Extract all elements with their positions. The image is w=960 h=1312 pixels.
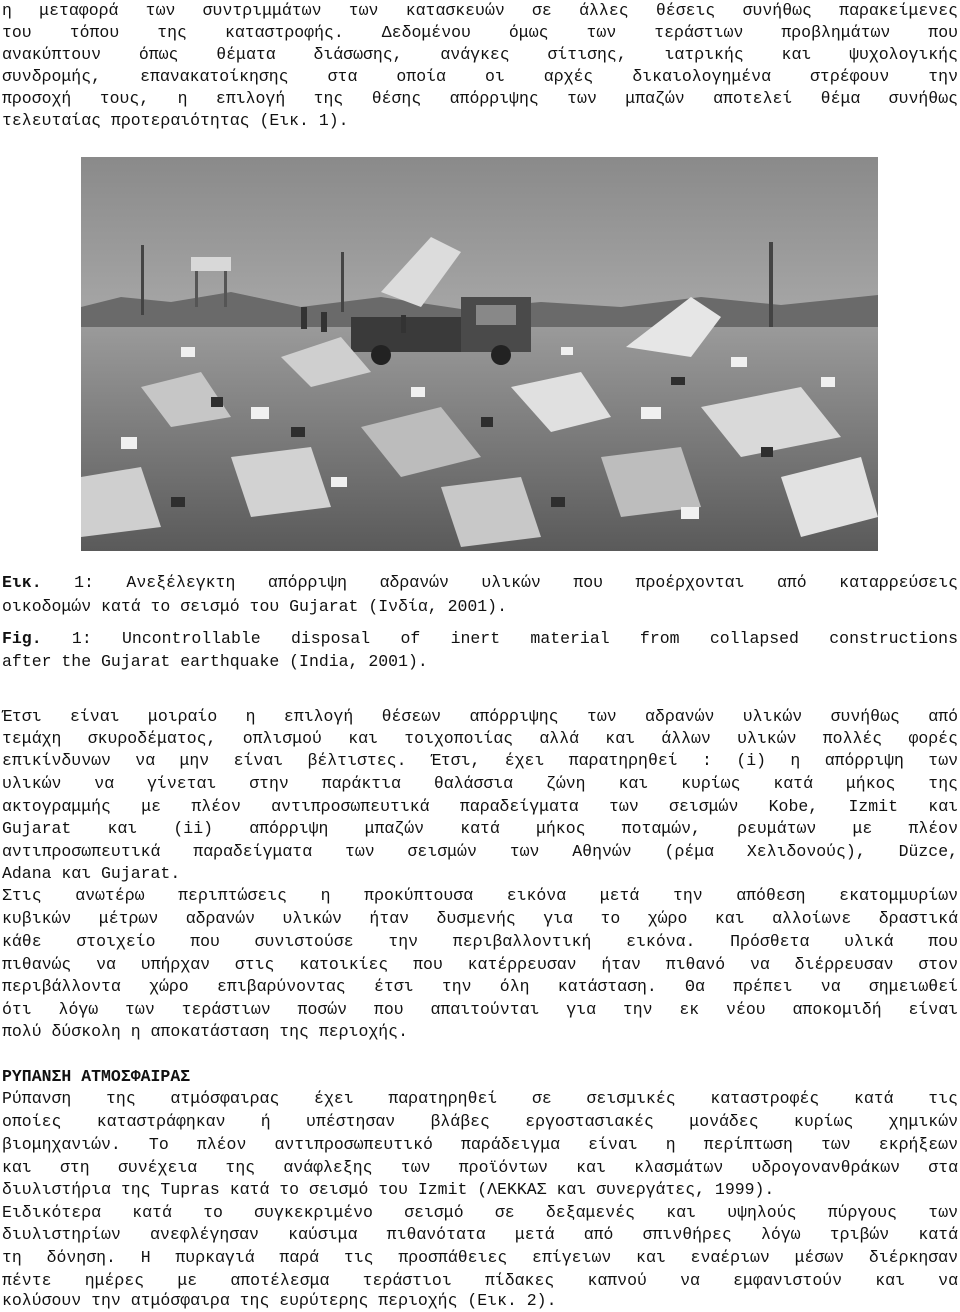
text-line: επικίνδυνων να μην είναι βέλτιστες. Έτσι, έχει παρατηρηθεί : (i) η απόρριψη των [2, 751, 958, 770]
text-line: Έτσι είναι μοιραίο η επιλογή θέσεων απόρριψης των αδρανών υλικών συνήθως από [2, 707, 958, 726]
caption-text: 1: Uncontrollable disposal of inert material from collapsed constructions [71, 629, 958, 648]
caption-label: Fig. [2, 629, 42, 648]
text-line: τη δόνηση. Η πυρκαγιά παρά τις προσπάθειες επίγειων και εναέριων μέσων διέρκησαν [2, 1248, 958, 1267]
text-line: περιβάλλοντα χώρο επιβαρύνοντας έτσι την όλη κατάσταση. Θα πρέπει να σημειωθεί [2, 977, 958, 996]
text-line: πέντε ημέρες με αποτέλεσμα τεράστιοι πίδακες καπνού να εμφανιστούν και να [2, 1271, 958, 1290]
text-line: προσοχή τους, η επιλογή της θέσης απόρριψης των μπαζών αποτελεί θέμα συνήθως [2, 89, 958, 108]
text-line: Gujarat και (ii) απόρριψη μπαζών κατά μήκος ποταμών, ρευμάτων με πλέον [2, 819, 958, 838]
text-line: πιθανώς να υπήρχαν στις κατοικίες που κατέρρευσαν ήταν πιθανό να διέρρευσαν στον [2, 955, 958, 974]
text-line: Στις ανωτέρω περιπτώσεις η προκύπτουσα εικόνα μετά την απόθεση εκατομμυρίων [2, 886, 958, 905]
text-line: υλικών να γίνεται στην παράκτια θαλάσσια ζώνη και κυρίως κατά μήκος της [2, 774, 958, 793]
caption-text: 1: Ανεξέλεγκτη απόρριψη αδρανών υλικών που προέρχονται από καταρρεύσεις [74, 573, 959, 592]
text-line: τεμάχη σκυροδέματος, οπλισμού και τοιχοποιίας αλλά και άλλων υλικών πολλές φορές [2, 729, 958, 748]
text-line: και στη συνέχεια της ανάφλεξης των προϊόντων και κλασμάτων υδρογονανθράκων στα [2, 1158, 958, 1177]
figure-photo-rubble-dump [81, 157, 878, 551]
text-line: κυβικών μέτρων αδρανών υλικών ήταν δυσμενής για το χώρο και αλλοίωνε δραστικά [2, 909, 958, 928]
text-line: η μεταφορά των συντριμμάτων των κατασκευών σε άλλες θέσεις συνήθως παρακείμενες [2, 1, 958, 20]
text-line: βιομηχανιών. Το πλέον αντιπροσωπευτικό παράδειγμα είναι η περίπτωση των εκρήξεων [2, 1135, 958, 1154]
text-line: Adana και Gujarat. [2, 864, 181, 883]
text-line: Ρύπανση της ατμόσφαιρας έχει παρατηρηθεί σε σεισμικές καταστροφές κατά τις [2, 1089, 958, 1108]
text-line: Ειδικότερα κατά το συγκεκριμένο σεισμό σε δεξαμενές και υψηλούς πύργους των [2, 1203, 958, 1222]
section-heading: ΡΥΠΑΝΣΗ ΑΤΜΟΣΦΑΙΡΑΣ [2, 1067, 191, 1086]
text-line: ανακύπτουν όπως θέματα διάσωσης, ανάγκες σίτισης, ιατρικής και ψυχολογικής [2, 45, 958, 64]
text-line: διυλιστήρια της Tupras κατά το σεισμό του Izmit (ΛΕΚΚΑΣ και συνεργάτες, 1999). [2, 1180, 775, 1199]
text-line: ότι λόγω των τεράστιων ποσών που απαιτούνται για την εκ νέου αποκομιδή είναι [2, 1000, 958, 1019]
text-line: κολύσουν την ατμόσφαιρα της ευρύτερης περιοχής (Εικ. 2). [2, 1291, 557, 1310]
caption-label: Εικ. [2, 573, 42, 592]
figure-caption-greek [2, 572, 958, 594]
text-line: του τόπου της καταστροφής. Δεδομένου όμως των τεράστιων προβλημάτων που [2, 23, 958, 42]
text-line: συνδρομής, επανακατοίκησης στα οποία οι αρχές δικαιολογημένα στρέφουν την [2, 67, 958, 86]
figure-caption-greek-cont: οικοδομών κατά το σεισμό του Gujarat (Ινδία, 2001). [2, 597, 507, 616]
text-line: οποίες καταστράφηκαν ή υπέστησαν βλάβες εργοστασιακές μονάδες κυρίως χημικών [2, 1112, 958, 1131]
text-line: τελευταίας προτεραιότητας (Εικ. 1). [2, 111, 349, 130]
text-line: αντιπροσωπευτικά παραδείγματα των σεισμών των Αθηνών (ρέμα Χελιδονούς), Düzce, [2, 842, 958, 861]
text-line: διυλιστηρίων ανεφλέγησαν καύσιμα πιθανότατα μετά από σπινθήρες λόγω τριβών κατά [2, 1225, 958, 1244]
text-line: κάθε στοιχείο που συνιστούσε την περιβαλλοντική εικόνα. Πρόσθετα υλικά που [2, 932, 958, 951]
text-line: ακτογραμμής με πλέον αντιπροσωπευτικά παραδείγματα των σεισμών Kobe, Izmit και [2, 797, 958, 816]
figure-caption-english-cont: after the Gujarat earthquake (India, 2001). [2, 652, 428, 671]
text-line: πολύ δύσκολη η αποκατάσταση της περιοχής. [2, 1022, 408, 1041]
figure-caption-english [2, 628, 958, 650]
